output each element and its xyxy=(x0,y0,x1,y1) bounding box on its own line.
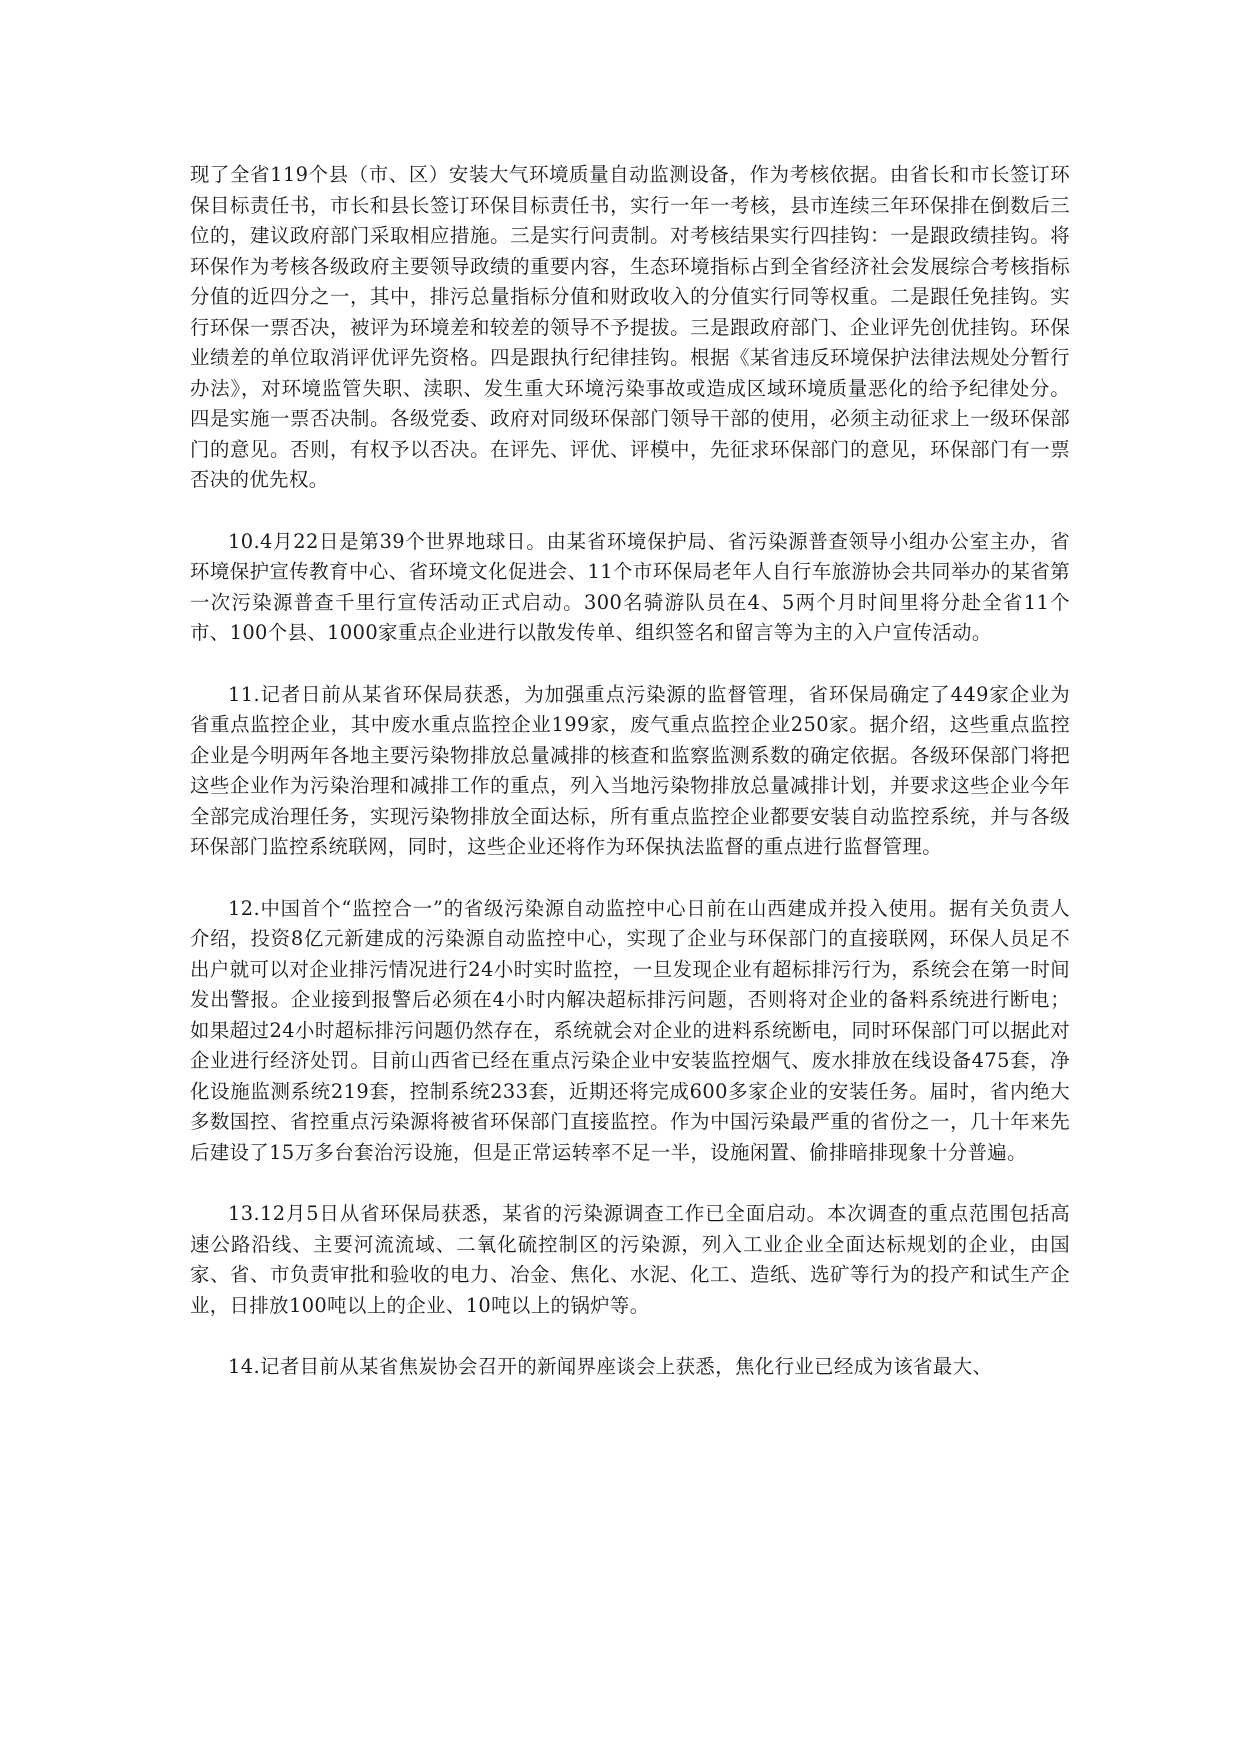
paragraph-item-13: 13.12月5日从省环保局获悉，某省的污染源调查工作已全面启动。本次调查的重点范围包括高速公路沿线、主要河流流域、二氧化硫控制区的污染源，列入工业企业全面达标规划的企业，由国家、省、市负责审批和验收的电力、冶金、焦化、水泥、化工、造纸、选矿等行为的投产和试生产企业，日排放100吨以上的企业、10吨以上的锅炉等。 xyxy=(190,1202,1070,1317)
paragraph-item-12: 12.中国首个“监控合一”的省级污染源自动监控中心日前在山西建成并投入使用。据有关负责人介绍，投资8亿元新建成的污染源自动监控中心，实现了企业与环保部门的直接联网，环保人员足不出户就可以对企业排污情况进行24小时实时监控，一旦发现企业有超标排污行为，系统会在第一时间发出警报。企业接到报警后必须在4小时内解决超标排污问题，否则将对企业的备料系统进行断电；如果超过24小时超标排污问题仍然存在，系统就会对企业的进料系统断电，同时环保部门可以据此对企业进行经济处罚。目前山西省已经在重点污染企业中安装监控烟气、废水排放在线设备475套，净化设施监测系统219套，控制系统233套，近期还将完成600多家企业的安装任务。届时，省内绝大多数国控、省控重点污染源将被省环保部门直接监控。作为中国污染最严重的省份之一，几十年来先后建设了15万多台套治污设施，但是正常运转率不足一半，设施闲置、偷排暗排现象十分普遍。 xyxy=(190,896,1070,1164)
paragraph-item-14: 14.记者目前从某省焦炭协会召开的新闻界座谈会上获悉，焦化行业已经成为该省最大、 xyxy=(228,1355,993,1378)
paragraph-continued-assessment: 现了全省119个县（市、区）安装大气环境质量自动监测设备，作为考核依据。由省长和市长签订环保目标责任书，市长和县长签订环保目标责任书，实行一年一考核，县市连续三年环保排在倒数后三位的，建议政府部门采取相应措施。三是实行问责制。对考核结果实行四挂钩：一是跟政绩挂钩。将环保作为考核各级政府主要领导政绩的重要内容，生态环境指标占到全省经济社会发展综合考核指标分值的近四分之一，其中，排污总量指标分值和财政收入的分值实行同等权重。二是跟任免挂钩。实行环保一票否决，被评为环境差和较差的领导不予提拔。三是跟政府部门、企业评先创优挂钩。环保业绩差的单位取消评优评先资格。四是跟执行纪律挂钩。根据《某省违反环境保护法律法规处分暂行办法》，对环境监管失职、渎职、发生重大环境污染事故或造成区域环境质量恶化的给予纪律处分。四是实施一票否决制。各级党委、政府对同级环保部门领导干部的使用，必须主动征求上一级环保部门的意见。否则，有权予以否决。在评先、评优、评模中，先征求环保部门的意见，环保部门有一票否决的优先权。 xyxy=(190,163,1070,491)
paragraph-item-11: 11.记者日前从某省环保局获悉，为加强重点污染源的监督管理，省环保局确定了449家企业为省重点监控企业，其中废水重点监控企业199家，废气重点监控企业250家。据介绍，这些重点监控企业是今明两年各地主要污染物排放总量减排的核查和监察监测系数的确定依据。各级环保部门将把这些企业作为污染治理和减排工作的重点，列入当地污染物排放总量减排计划，并要求这些企业今年全部完成治理任务，实现污染物排放全面达标，所有重点监控企业都要安装自动监控系统，并与各级环保部门监控系统联网，同时，这些企业还将作为环保执法监督的重点进行监督管理。 xyxy=(190,682,1070,858)
paragraph-item-10: 10.4月22日是第39个世界地球日。由某省环境保护局、省污染源普查领导小组办公室主办，省环境保护宣传教育中心、省环境文化促进会、11个市环保局老年人自行车旅游协会共同举办的某省第一次污染源普查千里行宣传活动正式启动。300名骑游队员在4、5两个月时间里将分赴全省11个市、100个县、1000家重点企业进行以散发传单、组织签名和留言等为主的入户宣传活动。 xyxy=(190,529,1070,644)
document-body xyxy=(190,160,1070,1383)
